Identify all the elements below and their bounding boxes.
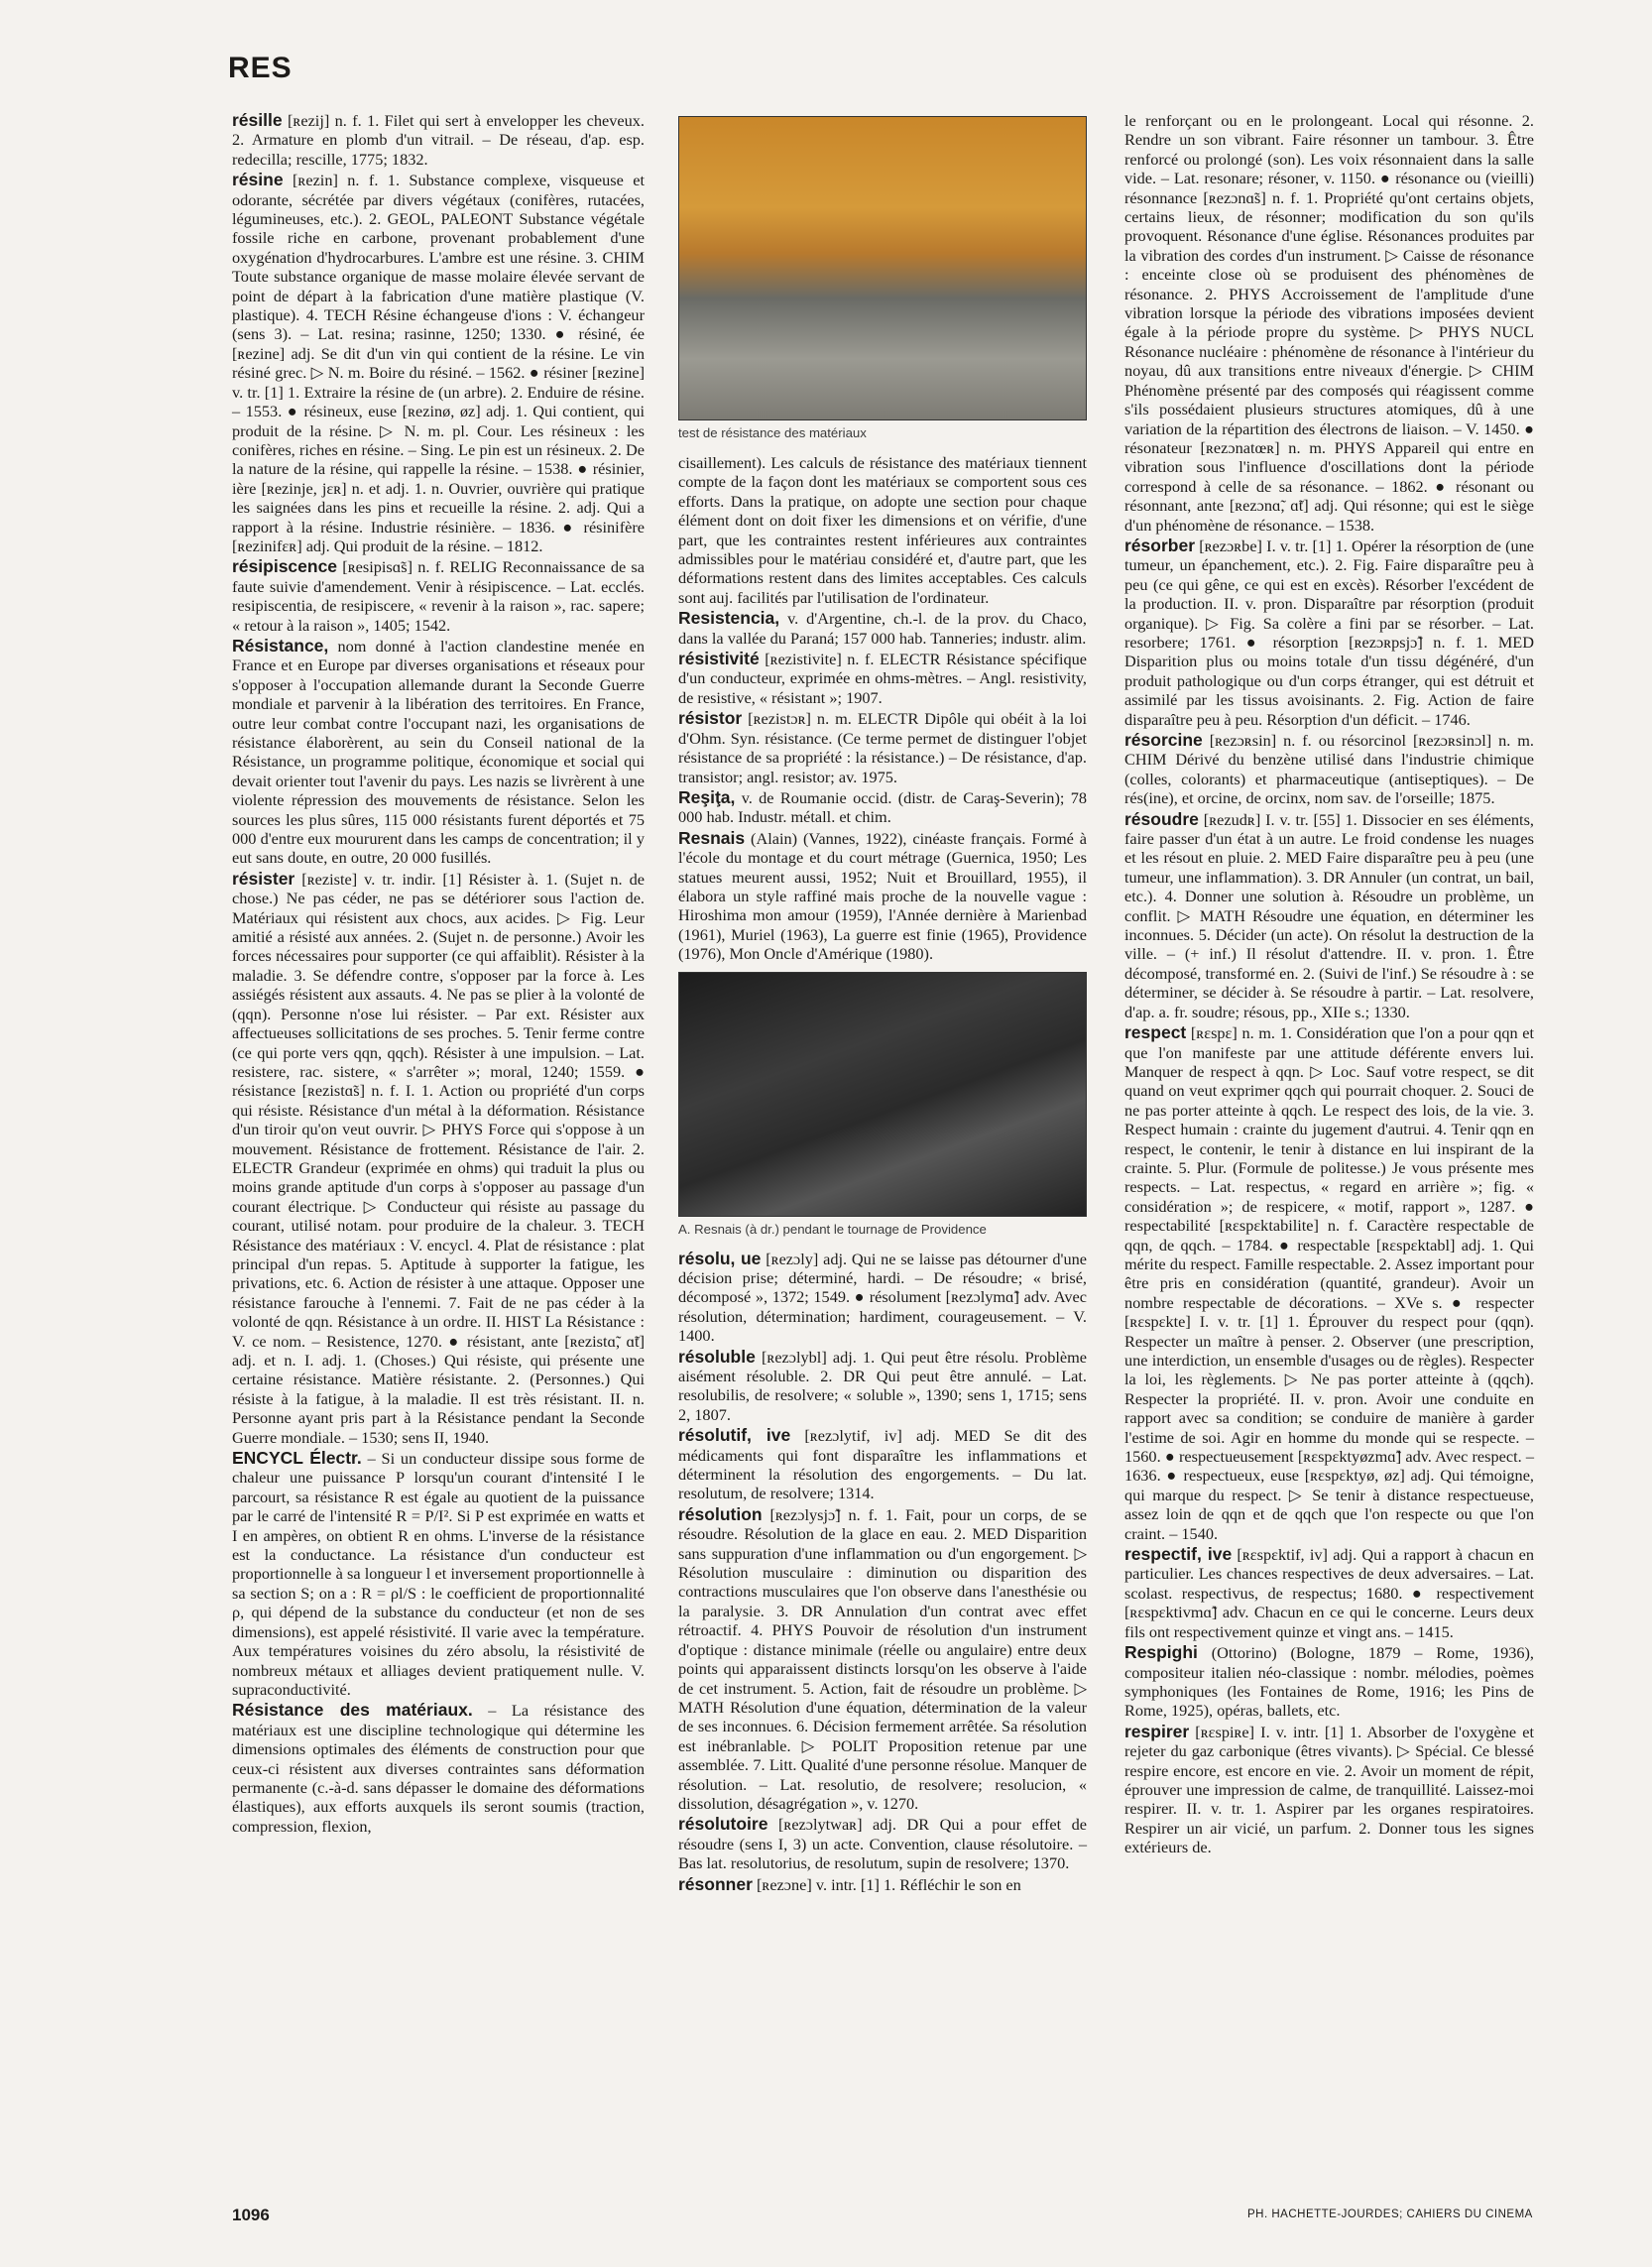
headword: résoluble xyxy=(678,1346,756,1367)
headword: respirer xyxy=(1124,1721,1190,1741)
definition: [ʀezɔlytwaʀ] adj. DR Qui a pour effet de résoudre (sens I, 3) un acte. Convention, clause résolutoire. – Bas lat. resolutorius, de resolutum, supin de resolvere; 1370. xyxy=(678,1815,1087,1873)
headword: Resnais xyxy=(678,827,746,848)
headword: résille xyxy=(232,110,283,130)
definition: [ʀezɔlytif, iv] adj. MED Se dit des médicaments qui font disparaître les inflammations et déterminent la résolution des engorgements. – Du lat. resolutum, de resolvere; 1314. xyxy=(678,1426,1087,1503)
photo-resistance-test xyxy=(678,116,1087,420)
photo-resnais xyxy=(678,972,1087,1217)
headword: résorcine xyxy=(1124,730,1203,750)
entry-encycl-electr xyxy=(232,1449,645,1699)
entry-resine xyxy=(232,171,645,555)
entry-respirer xyxy=(1124,1723,1534,1857)
headword: Résistance des matériaux. xyxy=(232,1700,473,1721)
page-title: RES xyxy=(228,52,293,84)
entry-continuation xyxy=(678,453,1087,607)
definition: – La résistance des matériaux est une discipline technologique qui détermine les dimensions optimales des éléments de construction pour que ceux-ci résistent aux diverses contraintes sans déformation permanente (c.-à-d. sans dépasser le domaine des déformations élastiques), aux efforts auxquels ils seront soumis (traction, compression, flexion, xyxy=(232,1701,645,1836)
dictionary-column-3 xyxy=(1124,111,1534,1859)
headword: respect xyxy=(1124,1022,1187,1043)
headword: résolutif, ive xyxy=(678,1425,791,1446)
entry-resnais xyxy=(678,829,1087,964)
entry-resistance-history xyxy=(232,637,645,868)
headword: résolutoire xyxy=(678,1814,768,1835)
entry-resolutoire xyxy=(678,1815,1087,1872)
entry-respectif xyxy=(1124,1545,1534,1641)
headword: résonner xyxy=(678,1873,753,1894)
definition: v. d'Argentine, ch.-l. de la prov. du Chaco, dans la vallée du Paraná; 157 000 hab. Tanneries; industr. alim. xyxy=(678,609,1087,648)
entry-resorber xyxy=(1124,537,1534,729)
headword: résister xyxy=(232,868,295,889)
definition: [ʀezɔʀbe] I. v. tr. [1] 1. Opérer la résorption de (une tumeur, un épanchement, etc.). 2. Fig. Faire disparaître peu à peu (ce qui gêne, ce qui est en excès). Résorber l'excédent de la production. II. v. pron. Disparaître par résorption (produit organique). ▷ Fig. Sa colère a fini par se résorber. – Lat. resorbere; 1761. ● résorption [ʀezɔʀpsjɔ̃] n. f. 1. MED Disparition plus ou moins totale d'un tissu dégénéré, d'un produit pathologique ou d'un corps étranger, qui est détruit et assimilé par les tissus avoisinants. 2. Fig. Action de faire disparaître peu à peu. Résorption d'un déficit. – 1746. xyxy=(1124,536,1534,729)
definition: [ʀezɔne] v. intr. [1] 1. Réfléchir le son en xyxy=(752,1874,1021,1894)
entry-resita xyxy=(678,788,1087,827)
dictionary-column-1 xyxy=(232,111,645,1838)
definition: [ʀezistivite] n. f. ELECTR Résistance spécifique d'un conducteur, exprimée en ohms-mètres. – Angl. resistivity, de resistive, « résistant »; 1907. xyxy=(678,650,1087,707)
photo-credit: PH. HACHETTE-JOURDES; CAHIERS DU CINEMA xyxy=(1247,2208,1533,2220)
headword: résine xyxy=(232,170,284,190)
headword: Reşiţa, xyxy=(678,786,736,807)
definition: [ʀesipisɑ̃s] n. f. RELIG Reconnaissance de sa faute suivie d'amendement. Venir à résipiscence. – Lat. ecclés. resipiscentia, de resipiscere, « revenir à la raison », rac. sapere; « retour à la raison », 1405; 1542. xyxy=(232,557,645,635)
definition: (Ottorino) (Bologne, 1879 – Rome, 1936), compositeur italien néo-classique : nombr. mélodies, poèmes symphoniques (les Fontaines de Rome, 1916; les Pins de Rome, 1925), opéras, ballets, etc. xyxy=(1124,1643,1534,1721)
definition: [ʀɛspɛ] n. m. 1. Considération que l'on a pour qqn et que l'on manifeste par une attitude déférente envers lui. Manquer de respect à qqn. ▷ Loc. Sauf votre respect, se dit quand on veut exprimer qqch qui pourrait choquer. 2. Souci de ne pas porter atteinte à qqch. Le respect des lois, de la vie. 3. Respect humain : crainte du jugement d'autrui. 4. Tenir qqn en respect, le contenir, le tenir à distance en lui inspirant de la crainte. 5. Plur. (Formule de politesse.) Je vous présente mes respects. – Lat. respectus, « regard en arrière »; fig. « considération »; de respicere, « motif, rapport », 1287. ● respectabilité [ʀɛspɛktabilite] n. f. Caractère respectable de qqn, de qqch. – 1784. ● respectable [ʀɛspɛktabl] adj. 1. Qui mérite du respect. Famille respectable. 2. Assez important pour être pris en considération (quantité, grandeur). Avoir un nombre respectable de décorations. – XVe s. ● respecter [ʀɛspɛkte] I. v. tr. [1] 1. Éprouver du respect pour (qqn). Respecter un maître à penser. 2. Observer (une prescription, une interdiction, un ensemble d'usages ou de règles). Respecter la loi, les règlements. ▷ Ne pas porter atteinte à (qqch). Respecter la propriété. II. v. pron. Avoir une conduite en rapport avec sa condition; se conduire de manière à garder l'estime de soi. Agir en homme du monde qui se respecte. – 1560. ● respectueusement [ʀɛspɛktyøzmɑ̃] adv. Avec respect. – 1636. ● respectueux, euse [ʀɛspɛktyø, øz] adj. Qui témoigne, qui marque du respect. ▷ Se tenir à distance respectueuse, assez loin de qqn et de qqch que l'on respecte ou que l'on craint. – 1540. xyxy=(1124,1023,1534,1543)
headword: résistivité xyxy=(678,649,760,669)
definition: nom donné à l'action clandestine menée en France et en Europe par diverses organisations et réseaux pour s'opposer à l'occupation allemande durant la Seconde Guerre mondiale et parvenir à la libération des territoires. En France, outre leur combat contre l'occupant nazi, les organisations de résistance élaborèrent, au sein du Conseil national de la Résistance, un programme politique, économique et social qui devait orienter tout l'avenir du pays. Les nazis se livrèrent à une violente répression des mouvements de résistance. Selon les sources les plus sûres, 115 000 résistants furent déportés et 75 000 d'entre eux moururent dans les camps de concentration; il y eut sans doute, en outre, 20 000 fusillés. xyxy=(232,636,645,868)
definition: [ʀezudʀ] I. v. tr. [55] 1. Dissocier en ses éléments, faire passer d'un état à un autre. Le froid condense les nuages et les résout en pluie. 2. MED Faire disparaître peu à peu (une tumeur, une inflammation). 3. DR Annuler (un contrat, un bail, etc.). 4. Donner une solution à. Résoudre un problème, un conflit. ▷ MATH Résoudre une équation, en déterminer les inconnues. 5. Décider (un acte). On résolut la destruction de la ville. – (+ inf.) Il résolut d'attendre. II. v. pron. 1. Être décomposé, transformé en. 2. (Suivi de l'inf.) Se résoudre à : se déterminer, se décider à. Se résoudre à partir. – Lat. resolvere, d'ap. a. fr. soudre; résous, pp., XIIe s.; 1330. xyxy=(1124,809,1534,1021)
entry-resistance-materiaux xyxy=(232,1701,645,1836)
definition: [ʀezij] n. f. 1. Filet qui sert à envelopper les cheveux. 2. Armature en plomb d'un vitrail. – De réseau, d'ap. esp. redecilla; rescille, 1775; 1832. xyxy=(232,111,645,169)
photo-caption: test de résistance des matériaux xyxy=(678,425,867,440)
entry-resistor xyxy=(678,709,1087,786)
headword: respectif, ive xyxy=(1124,1544,1233,1565)
definition: [ʀezɔly] adj. Qui ne se laisse pas détourner d'une décision prise; déterminé, hardi. – De résoudre; « brisé, décomposé », 1372; 1549. ● résolument [ʀezɔlymɑ̃] adv. Avec résolution, détermination; hardiment, courageusement. – V. 1400. xyxy=(678,1249,1087,1346)
entry-resolu xyxy=(678,1250,1087,1346)
entry-resorcine xyxy=(1124,731,1534,808)
entry-resonner xyxy=(678,1875,1087,1894)
headword: résolution xyxy=(678,1503,763,1524)
definition: cisaillement). Les calculs de résistance des matériaux tiennent compte de la façon dont les matériaux se comportent sous ces efforts. Dans la pratique, on adopte une section pour chaque élément dont on doit fixer les dimensions et on vérifie, d'une part, que les contraintes restent inférieures aux contraintes admissibles pour le matériau considéré et, d'autre part, que les déformations restent dans des limites acceptables. Ces calculs sont auj. facilités par l'utilisation de l'ordinateur. xyxy=(678,453,1087,607)
headword: résorber xyxy=(1124,535,1196,555)
entry-resille xyxy=(232,111,645,169)
definition: [ʀezɔlybl] adj. 1. Qui peut être résolu. Problème aisément résoluble. 2. DR Qui peut être annulé. – Lat. resolubilis, de resolvere; « soluble », 1390; sens 1, 1715; sens 2, 1807. xyxy=(678,1347,1087,1424)
entry-respighi xyxy=(1124,1643,1534,1721)
definition: [ʀezɔʀsin] n. f. ou résorcinol [ʀezɔʀsinɔl] n. m. CHIM Dérivé du benzène utilisé dans l'industrie chimique (colles, colorants) et pharmaceutique (antiseptiques). – De rés(ine), et orcine, de orcinx, nom sav. de l'orseille; 1875. xyxy=(1124,731,1534,808)
headword: résipiscence xyxy=(232,556,338,577)
entry-resolution xyxy=(678,1505,1087,1814)
entry-continuation xyxy=(1124,111,1534,535)
definition: [ʀeziste] v. tr. indir. [1] Résister à. 1. (Sujet n. de chose.) Ne pas céder, ne pas se détériorer sous l'action de. Matériaux qui résistent aux chocs, aux acides. ▷ Fig. Leur amitié a résisté aux années. 2. (Sujet n. de personne.) Avoir les forces nécessaires pour supporter (ce qui affaiblit). Résister à la maladie. 3. Se défendre contre, s'opposer par la force à. Les assiégés résistent aux assauts. 4. Ne pas se plier à la volonté de (qqn). Personne n'ose lui résister. – Par ext. Résister aux affectueuses sollicitations de ses proches. 5. Tenir ferme contre (ce qui porte vers qqn, qqch). Résister à une impulsion. – Lat. resistere, rac. sistere, « s'arrêter »; moral, 1240; 1559. ● résistance [ʀezistɑ̃s] n. f. I. 1. Action ou propriété d'un corps qui résiste. Résistance d'un métal à la déformation. Résistance d'un tiroir qu'on veut ouvrir. ▷ PHYS Force qui s'oppose à un mouvement. Résistance de frottement. Résistance de l'air. 2. ELECTR Grandeur (exprimée en ohms) qui traduit la plus ou moins grande aptitude d'un corps à s'opposer au passage d'un courant électrique. ▷ Conducteur qui résiste au passage du courant, utilisé notam. pour produire de la chaleur. 3. TECH Résistance des matériaux : V. encycl. 4. Plat de résistance : plat principal d'un repas. 5. Aptitude à supporter la fatigue, les privations, etc. 6. Action de résister à une attaque. Opposer une résistance farouche à l'ennemi. 7. Fait de ne pas céder à la volonté de qqn. Résistance à un ordre. II. HIST La Résistance : V. ce nom. – Resistence, 1270. ● résistant, ante [ʀezistɑ̃, ɑ̃t] adj. et n. I. adj. 1. (Choses.) Qui résiste, qui présente une certaine résistance. Matière résistante. 2. (Personnes.) Qui résiste à la fatigue, à la maladie. Il est très résistant. II. n. Personne ayant pris part à la Résistance pendant la Seconde Guerre mondiale. – 1530; sens II, 1940. xyxy=(232,869,645,1447)
entry-resipiscence xyxy=(232,557,645,635)
definition: [ʀezistɔʀ] n. m. ELECTR Dipôle qui obéit à la loi d'Ohm. Syn. résistance. (Ce terme permet de distinguer l'objet résistance de sa propriété : la résistance.) – De résistance, d'ap. transistor; angl. resistor; av. 1975. xyxy=(678,709,1087,786)
page-number: 1096 xyxy=(232,2206,270,2224)
definition: – Si un conducteur dissipe sous forme de chaleur une puissance P lorsqu'un courant d'intensité I le parcourt, sa résistance R est égale au quotient de la puissance par le carré de l'intensité R = P/I². Si P est exprimée en watts et I en ampères, on obtient R en ohms. L'inverse de la résistance est la conductance. La résistance d'un conducteur est proportionnelle à sa longueur l et inversement proportionnelle à sa section S; on a : R = ρl/S : le coefficient de proportionnalité ρ, qui dépend de la substance du conducteur (et non de ses dimensions), est appelé résistivité. Il varie avec la température. Aux températures voisines du zéro absolu, la résistivité de nombreux métaux et alliages devient pratiquement nulle. V. supraconductivité. xyxy=(232,1449,646,1699)
entry-resistivite xyxy=(678,650,1087,707)
entry-resolutif xyxy=(678,1426,1087,1503)
entry-resoudre xyxy=(1124,810,1534,1021)
definition: [ʀezin] n. f. 1. Substance complexe, visqueuse et odorante, sécrétée par divers végétaux (conifères, rutacées, légumineuses, etc.). 2. GEOL, PALEONT Substance végétale fossile riche en carbone, provenant probablement d'une oxygénation d'hydrocarbures. L'ambre est une résine. 3. CHIM Toute substance organique de masse molaire élevée servant de point de départ à la fabrication d'une matière plastique (V. plastique). 4. TECH Résine échangeuse d'ions : V. échangeur (sens 3). – Lat. resina; rasinne, 1250; 1330. ● résiné, ée [ʀezine] adj. Se dit d'un vin qui contient de la résine. Le vin résiné grec. ▷ N. m. Boire du résiné. – 1562. ● résiner [ʀezine] v. tr. [1] 1. Extraire la résine de (un arbre). 2. Enduire de résine. – 1553. ● résineux, euse [ʀezinø, øz] adj. 1. Qui contient, qui produit de la résine. ▷ N. m. pl. Cour. Les résineux : les conifères, riches en résine. – Sing. Le pin est un résineux. 2. De la nature de la résine, qui rappelle la résine. – 1538. ● résinier, ière [ʀezinje, jɛʀ] n. et adj. 1. n. Ouvrier, ouvrière qui pratique les saignées dans les pins et recueille la résine. 2. adj. Qui a rapport à la résine. Industrie résinière. – 1836. ● résinifère [ʀezinifɛʀ] adj. Qui produit de la résine. – 1812. xyxy=(232,171,645,555)
definition: le renforçant ou en le prolongeant. Local qui résonne. 2. Rendre un son vibrant. Faire résonner un tambour. 3. Être renforcé ou prolongé (son). Les voix résonnaient dans la salle vide. – Lat. resonare; résoner, v. 1150. ● résonance ou (vieilli) résonnance [ʀezɔnɑ̃s] n. f. 1. Propriété qu'ont certains objets, certains lieux, de résonner; modification du son qu'ils provoquent. Résonance d'une église. Résonances produites par la vibration des cordes d'un instrument. ▷ Caisse de résonance : enceinte close où se produisent des phénomènes de résonance. 2. PHYS Accroissement de l'amplitude d'une vibration lorsque la période des vibrations imposées devient égale à la période propre du système. ▷ PHYS NUCL Résonance nucléaire : phénomène de résonance à l'intérieur du noyau, dû aux transitions entre niveaux d'énergie. ▷ CHIM Phénomène présenté par des composés qui réagissent comme s'ils possédaient plusieurs structures atomiques, dû à une variation de la répartition des électrons de liaison. – V. 1450. ● résonateur [ʀezɔnatœʀ] n. m. PHYS Appareil qui entre en vibration sous l'influence d'oscillations dont la période correspond à celle de sa résonance. – 1862. ● résonant ou résonnant, ante [ʀezɔnɑ̃, ɑ̃t] adj. Qui résonne; qui est le siège d'un phénomène de résonance. – 1538. xyxy=(1124,111,1534,535)
dictionary-column-2 xyxy=(678,111,1087,1896)
headword: Resistencia, xyxy=(678,608,780,629)
entry-resister xyxy=(232,870,645,1447)
headword: résistor xyxy=(678,708,743,729)
headword: résolu, ue xyxy=(678,1248,762,1268)
definition: [ʀɛspɛktif, iv] adj. Qui a rapport à chacun en particulier. Les chances respectives de deux adversaires. – Lat. scolast. respectivus, de respectus; 1680. ● respectivement [ʀɛspɛktivmɑ̃] adv. Chacun en ce qui le concerne. Leurs deux fils ont respectivement quinze et vingt ans. – 1415. xyxy=(1124,1545,1535,1641)
definition: (Alain) (Vannes, 1922), cinéaste français. Formé à l'école du montage et du court métrage (Guernica, 1950; Les statues meurent aussi, 1952; Nuit et Brouillard, 1955), il élabora un style raffiné mais proche de la nouvelle vague : Hiroshima mon amour (1959), l'Année dernière à Marienbad (1961), Muriel (1963), La guerre est finie (1965), Providence (1976), Mon Oncle d'Amérique (1980). xyxy=(678,828,1087,964)
entry-resoluble xyxy=(678,1348,1087,1425)
definition: [ʀezɔlysjɔ̃] n. f. 1. Fait, pour un corps, de se résoudre. Résolution de la glace en eau. 2. MED Disparition sans suppuration d'une inflammation ou d'un engorgement. ▷ Résolution musculaire : diminution ou disparition des contractions musculaires que l'on observe dans l'anesthésie ou la paralysie. 3. DR Annulation d'un contrat avec effet rétroactif. 4. PHYS Pouvoir de résolution d'un instrument d'optique : distance minimale (réelle ou angulaire) entre deux points qui apparaissent distincts lorsqu'on les observe à l'aide de cet instrument. 5. Action, fait de résoudre un problème. ▷ MATH Résolution d'une équation, détermination de la valeur de ses inconnues. 6. Décision fermement arrêtée. Sa résolution est inébranlable. ▷ POLIT Proposition retenue par une assemblée. 7. Litt. Qualité d'une personne résolue. Manquer de résolution. – Lat. resolutio, de resolvere; resolucion, « dissolution, désagrégation », v. 1270. xyxy=(678,1504,1087,1813)
headword: ENCYCL Électr. xyxy=(232,1448,362,1469)
headword: Respighi xyxy=(1124,1642,1198,1663)
headword: résoudre xyxy=(1124,808,1199,829)
photo-caption: A. Resnais (à dr.) pendant le tournage de Providence xyxy=(678,1221,987,1237)
entry-resistencia xyxy=(678,609,1087,648)
entry-respect xyxy=(1124,1023,1534,1543)
definition: v. de Roumanie occid. (distr. de Caraş-Severin); 78 000 hab. Industr. métall. et chim. xyxy=(678,787,1087,827)
definition: [ʀɛspiʀe] I. v. intr. [1] 1. Absorber de l'oxygène et rejeter du gaz carbonique (êtres vivants). ▷ Spécial. Ce blessé respire encore, est encore en vie. 2. Avoir un moment de répit, éprouver une impression de calme, de tranquillité. Laissez-moi respirer. II. v. tr. 1. Aspirer par les organes respiratoires. Respirer un air vicié, un parfum. 2. Donner tous les signes extérieurs de. xyxy=(1124,1722,1534,1857)
headword: Résistance, xyxy=(232,635,329,656)
